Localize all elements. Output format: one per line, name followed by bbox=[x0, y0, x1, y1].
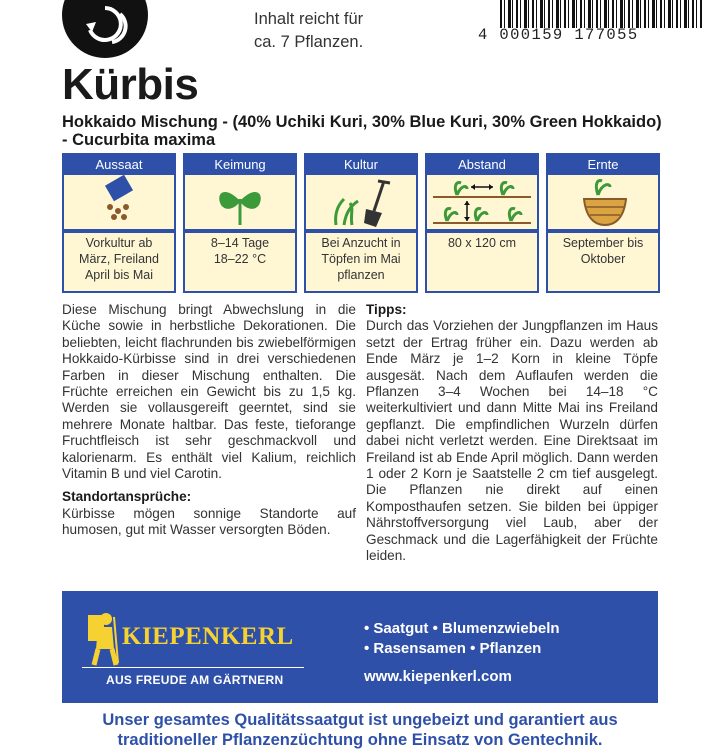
description-column-right bbox=[366, 302, 658, 565]
tips-heading: Tipps: bbox=[366, 302, 407, 317]
brand-slogan: AUS FREUDE AM GÄRTNERN bbox=[106, 673, 284, 687]
card-kultur bbox=[304, 153, 418, 293]
product-categories bbox=[364, 619, 560, 659]
card-label: Abstand bbox=[427, 155, 537, 175]
shovel-plant-icon bbox=[306, 175, 416, 229]
barcode bbox=[478, 0, 704, 52]
card-abstand bbox=[425, 153, 539, 293]
card-text: Bei Anzucht in Töpfen im Mai pflanzen bbox=[321, 236, 401, 282]
description-column-left bbox=[62, 302, 356, 539]
location-heading: Standortansprüche: bbox=[62, 489, 192, 505]
card-label: Kultur bbox=[306, 155, 416, 175]
product-subtitle: Hokkaido Mischung - (40% Uchiki Kuri, 30% Blue Kuri, 30% Green Hokkaido) - Cucurbita maxima bbox=[62, 113, 662, 149]
category-line-1: • Saatgut • Blumenzwiebeln bbox=[364, 620, 560, 637]
brand-banner bbox=[62, 591, 658, 703]
seedling-icon bbox=[185, 175, 295, 229]
card-aussaat bbox=[62, 153, 176, 293]
kiepenkerl-figure-icon bbox=[84, 609, 120, 667]
content-note bbox=[254, 8, 363, 54]
green-dot-recycle-icon bbox=[62, 0, 148, 58]
card-keimung bbox=[183, 153, 297, 293]
card-text: 8–14 Tage 18–22 °C bbox=[210, 236, 270, 266]
spacing-icon bbox=[427, 175, 537, 229]
card-label: Ernte bbox=[548, 155, 658, 175]
card-text: September bis Oktober bbox=[562, 236, 644, 266]
content-note-line-2: ca. 7 Pflanzen. bbox=[254, 33, 364, 51]
quality-statement bbox=[40, 710, 680, 750]
quality-line-2: traditioneller Pflanzenzüchtung ohne Einsatz von Gentechnik. bbox=[117, 731, 603, 749]
barcode-number: 4 000159 177055 bbox=[478, 26, 639, 44]
card-text: 80 x 120 cm bbox=[447, 236, 517, 250]
card-label: Aussaat bbox=[64, 155, 174, 175]
card-label: Keimung bbox=[185, 155, 295, 175]
harvest-basket-icon bbox=[548, 175, 658, 229]
product-title: Kürbis bbox=[62, 60, 199, 109]
location-text: Kürbisse mögen sonnige Standorte auf humosen, gut mit Wasser versorgten Böden. bbox=[62, 505, 356, 538]
card-text: Vorkultur ab März, Freiland April bis Mai bbox=[79, 236, 159, 282]
quality-line-1: Unser gesamtes Qualitätssaatgut ist ungebeizt und garantiert aus bbox=[102, 711, 618, 729]
category-line-2: • Rasensamen • Pflanzen bbox=[364, 640, 542, 657]
brand-name: KIEPENKERL bbox=[122, 623, 294, 650]
tips-text: Durch das Vorziehen der Jungpflanzen im Haus setzt der Ertrag früher ein. Dazu werden ab Ende März je 1–2 Korn in kleine Töpfe ausgesät. Nach dem Auflaufen werden die Pflanzen 3–4 Wochen bei 14–18 °C weiterkultiviert und dann Mitte Mai ins Freiland gepflanzt. Die empfindlichen Wurzeln dürfen dabei nicht verletzt werden. Eine Direktsaat im Freiland ist ab Ende April möglich. Dann werden 1 oder 2 Korn je Saatstelle 2 cm tief ausgelegt. Die Pflanzen nie direkt auf einen Komposthaufen setzen. Sie bilden bei üppiger Nährstoffversorgung viel Laub, aber der Geschmack und die Lagerfähigkeit der Früchte leiden. bbox=[366, 318, 658, 564]
barcode-bars bbox=[500, 0, 702, 28]
product-description: Diese Mischung bringt Abwechslung in die Küche sowie in herbstliche Dekorationen. Die beliebten, leicht flachrunden bis zwiebelförmigen Hokkaido-Kürbisse sind in drei verschiedenen Farben in dieser Mischung enthalten. Die Früchte erreichen ein Gewicht bis zu 1,5 kg. Werden sie vollausgereift geerntet, sind sie mehrere Monate haltbar. Das feste, tieforange Fruchtfleisch ist sehr geschmackvoll und kalorienarm. Es enthält viel Kalium, reichlich Vitamin B und viel Carotin. bbox=[62, 302, 356, 482]
brand-divider bbox=[82, 667, 304, 668]
cultivation-info-cards bbox=[62, 153, 658, 293]
content-note-line-1: Inhalt reicht für bbox=[254, 10, 364, 28]
card-ernte bbox=[546, 153, 660, 293]
seed-packet-icon bbox=[64, 175, 174, 229]
website-link[interactable]: www.kiepenkerl.com bbox=[364, 668, 512, 685]
